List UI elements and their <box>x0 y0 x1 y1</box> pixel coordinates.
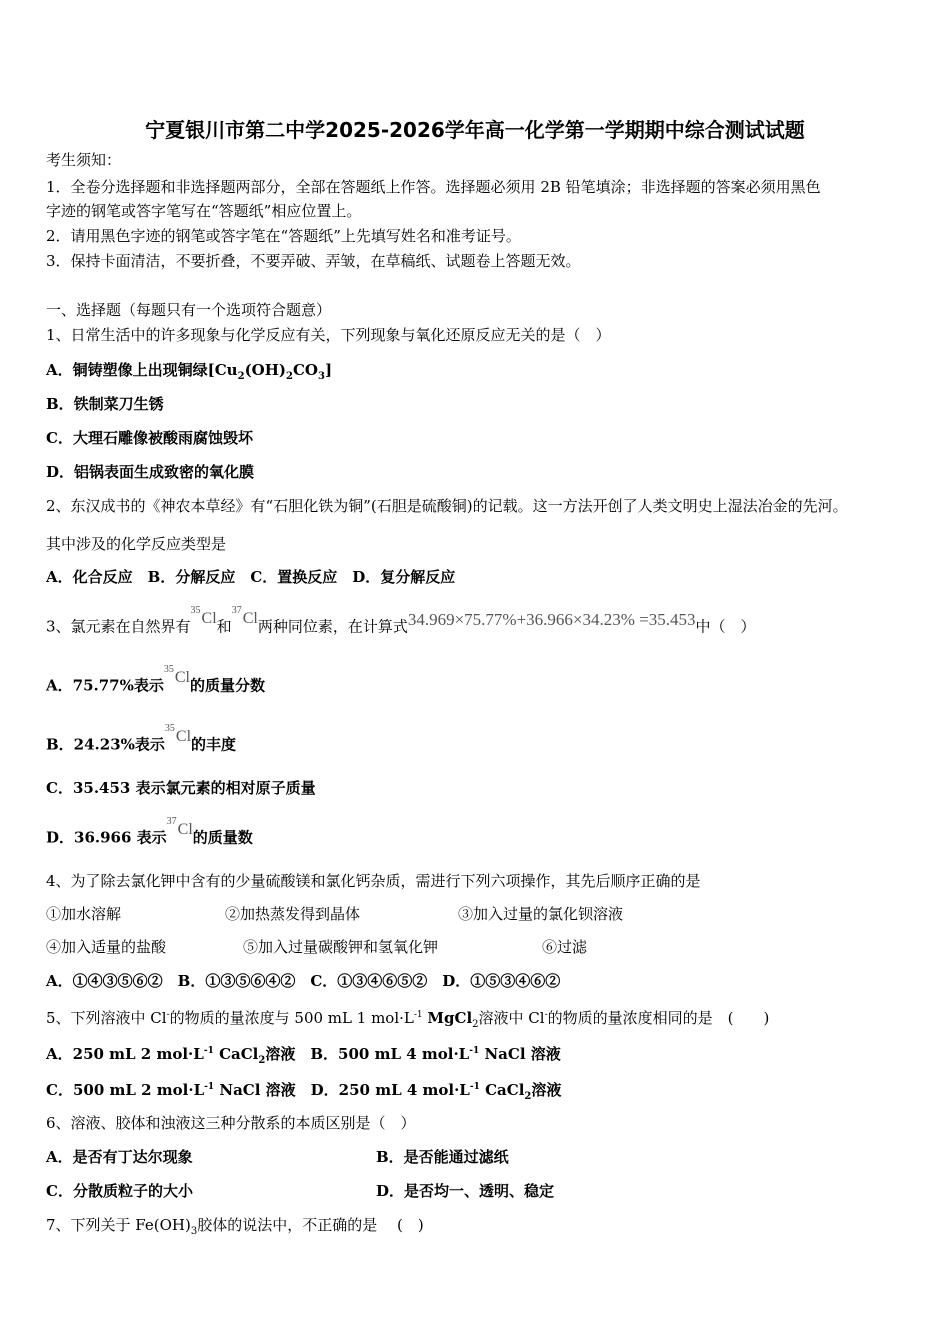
q1-option-c: C．大理石雕像被酸雨腐蚀毁坏 <box>46 429 253 447</box>
notice-heading: 考生须知： <box>46 151 122 169</box>
q4-stem: 4、为了除去氯化钾中含有的少量硫酸镁和氯化钙杂质，需进行下列六项操作，其先后顺序正确的是 <box>46 872 701 890</box>
notice-item-2: 2．请用黑色字迹的钢笔或答字笔在“答题纸”上先填写姓名和准考证号。 <box>46 227 521 245</box>
q5-options-cd: C．500 mL 2 $mol\cdot L^{-1}$ NaCl 溶液 D．250 mL 4 $mol\cdot L^{-1}$ CaCl$_2$溶液 <box>46 1081 562 1102</box>
q3-option-a: A．75.77%表示$^{35}$Cl的质量分数 <box>46 664 266 695</box>
q4-options: A．①④③⑤⑥② B．①③⑤⑥④② C．①③④⑥⑤② D．①⑤③④⑥② <box>46 972 561 990</box>
q2-stem-cont: 其中涉及的化学反应类型是 <box>46 535 227 553</box>
q3-option-b: B．24.23%表示$^{35}$Cl的丰度 <box>46 723 237 754</box>
q6-option-b: B．是否能通过滤纸 <box>376 1148 509 1166</box>
q3-stem: 3、氯元素在自然界有$^{35}$Cl和$^{37}$Cl两种同位素，在计算式34.969×75.77%+36.966×34.23% =35.453中（ ） <box>46 605 756 636</box>
q1-stem: 1、日常生活中的许多现象与化学反应有关，下列现象与氧化还原反应无关的是（ ） <box>46 326 611 344</box>
q6-option-a: A．是否有丁达尔现象 <box>46 1148 193 1166</box>
page-title: 宁夏银川市第二中学2025-2026学年高一化学第一学期期中综合测试试题 <box>145 118 805 142</box>
q6-option-d: D．是否均一、透明、稳定 <box>376 1182 555 1200</box>
q3-option-d: D．36.966 表示$^{37}$Cl的质量数 <box>46 816 253 847</box>
q4-op5: ⑤加入过量碳酸钾和氢氧化钾 <box>243 938 439 956</box>
q4-op1: ①加水溶解 <box>46 905 122 923</box>
q2-stem: 2、东汉成书的《神农本草经》有“石胆化铁为铜”(石胆是硫酸铜)的记载。这一方法开创了人类文明史上湿法冶金的先河。 <box>46 497 848 515</box>
notice-item-3: 3．保持卡面清洁，不要折叠，不要弄破、弄皱，在草稿纸、试题卷上答题无效。 <box>46 252 581 270</box>
q7-stem: 7、下列关于 $Fe(OH)_3$胶体的说法中，不正确的是 ( ) <box>46 1216 424 1237</box>
q1-option-d: D．铝锅表面生成致密的氧化膜 <box>46 463 255 481</box>
notice-item-1b: 字迹的钢笔或答字笔写在“答题纸”相应位置上。 <box>46 202 362 220</box>
q4-op4: ④加入适量的盐酸 <box>46 938 167 956</box>
q6-option-c: C．分散质粒子的大小 <box>46 1182 193 1200</box>
cl37-isotope: $^{37}$Cl <box>231 605 258 628</box>
q4-op3: ③加入过量的氯化钡溶液 <box>458 905 624 923</box>
q5-options-ab: A．250 mL 2 $mol\cdot L^{-1}$ CaCl$_2$溶液 B．500 mL 4 $mol\cdot L^{-1}$ NaCl 溶液 <box>46 1045 561 1066</box>
q1-option-b: B．铁制菜刀生锈 <box>46 395 164 413</box>
q3-option-c: C．35.453 表示氯元素的相对原子质量 <box>46 779 316 797</box>
notice-item-1a: 1．全卷分选择题和非选择题两部分，全部在答题纸上作答。选择题必须用 2B 铅笔填涂；非选择题的答案必须用黑色 <box>46 178 821 196</box>
q5-stem: 5、下列溶液中 Cl-的物质的量浓度与 500 mL 1 $mol\cdot L^{-1}$ MgCl$_2$溶液中 Cl-的物质的量浓度相同的是 ( ) <box>46 1009 770 1030</box>
q6-stem: 6、溶液、胶体和浊液这三种分散系的本质区别是（ ） <box>46 1114 416 1132</box>
q2-options: A．化合反应 B．分解反应 C．置换反应 D．复分解反应 <box>46 568 456 586</box>
section-heading: 一、选择题（每题只有一个选项符合题意） <box>46 301 332 319</box>
q3-formula: 34.969×75.77%+36.966×34.23% =35.453 <box>407 610 696 630</box>
q4-op2: ②加热蒸发得到晶体 <box>225 905 361 923</box>
cl35-isotope: $^{35}$Cl <box>190 605 217 628</box>
q4-op6: ⑥过滤 <box>542 938 588 956</box>
q1-option-a: A．铜铸塑像上出现铜绿$[Cu_2(OH)_2CO_3]$ <box>46 361 333 382</box>
